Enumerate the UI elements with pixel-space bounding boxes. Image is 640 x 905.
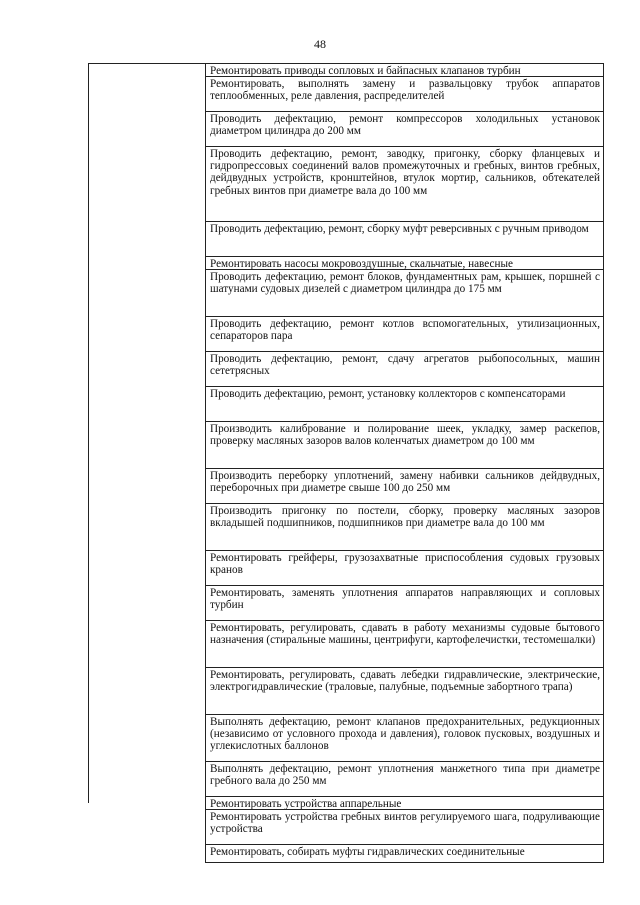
table-row: Производить калибрование и полирование шеек, укладку, замер раскепов, проверку масляных зазоров валов коленчатых диаметром до 100 мм: [206, 422, 604, 469]
table-row: Ремонтировать устройства аппарельные: [206, 797, 604, 810]
table-row: Проводить дефектацию, ремонт, установку коллекторов с компенсаторами: [206, 387, 604, 422]
table-row: Выполнять дефектацию, ремонт клапанов предохранительных, редукционных (независимо от условного прохода и давления), головок пусковых, воздушных и углекислотных баллонов: [206, 715, 604, 762]
table-row: Проводить дефектацию, ремонт котлов вспомогательных, утилизационных, сепараторов пара: [206, 317, 604, 352]
table-row: Проводить дефектацию, ремонт, сдачу агрегатов рыбопосольных, машин сететрясных: [206, 352, 604, 387]
table-row: Проводить дефектацию, ремонт блоков, фундаментных рам, крышек, поршней с шатунами судовых дизелей с диаметром цилиндра до 175 мм: [206, 270, 604, 317]
table-row: Проводить дефектацию, ремонт, заводку, пригонку, сборку фланцевых и гидропрессовых соединений валов промежуточных и гребных, винтов гребных, дейдвудных устройств, кронштейнов, втулок мортир, сальников, обтекателей гребных винтов при диаметре вала до 100 мм: [206, 147, 604, 222]
table-row: Ремонтировать насосы мокровоздушные, скальчатые, навесные: [206, 257, 604, 270]
table-row: Ремонтировать, собирать муфты гидравлических соединительные: [206, 845, 604, 863]
table-row: Ремонтировать, регулировать, сдавать лебедки гидравлические, электрические, электрогидравлические (траловые, палубные, подъемные забортного трапа): [206, 668, 604, 715]
table-row: Ремонтировать, выполнять замену и развальцовку трубок аппаратов теплообменных, реле давления, распределителей: [206, 77, 604, 112]
table-row: Производить переборку уплотнений, замену набивки сальников дейдвудных, переборочных при диаметре свыше 100 до 250 мм: [206, 469, 604, 504]
table-row: Ремонтировать, регулировать, сдавать в работу механизмы судовые бытового назначения (стиральные машины, центрифуги, картофелечистки, тестомешалки): [206, 621, 604, 668]
table-row: Ремонтировать грейферы, грузозахватные приспособления судовых грузовых кранов: [206, 551, 604, 586]
table-row: Ремонтировать приводы сопловых и байпасных клапанов турбин: [206, 64, 604, 77]
page-number: 48: [314, 37, 326, 51]
table-row: Производить пригонку по постели, сборку, проверку масляных зазоров вкладышей подшипников, подшипников при диаметре вала до 100 мм: [206, 504, 604, 551]
table-left-column: [88, 63, 207, 803]
duties-table: [205, 63, 604, 863]
table-row: Выполнять дефектацию, ремонт уплотнения манжетного типа при диаметре гребного вала до 250 мм: [206, 762, 604, 797]
table-row: Ремонтировать, заменять уплотнения аппаратов направляющих и сопловых турбин: [206, 586, 604, 621]
table-row: Проводить дефектацию, ремонт, сборку муфт реверсивных с ручным приводом: [206, 222, 604, 257]
table-row: Ремонтировать устройства гребных винтов регулируемого шага, подруливающие устройства: [206, 810, 604, 845]
table-row: Проводить дефектацию, ремонт компрессоров холодильных установок диаметром цилиндра до 200 мм: [206, 112, 604, 147]
